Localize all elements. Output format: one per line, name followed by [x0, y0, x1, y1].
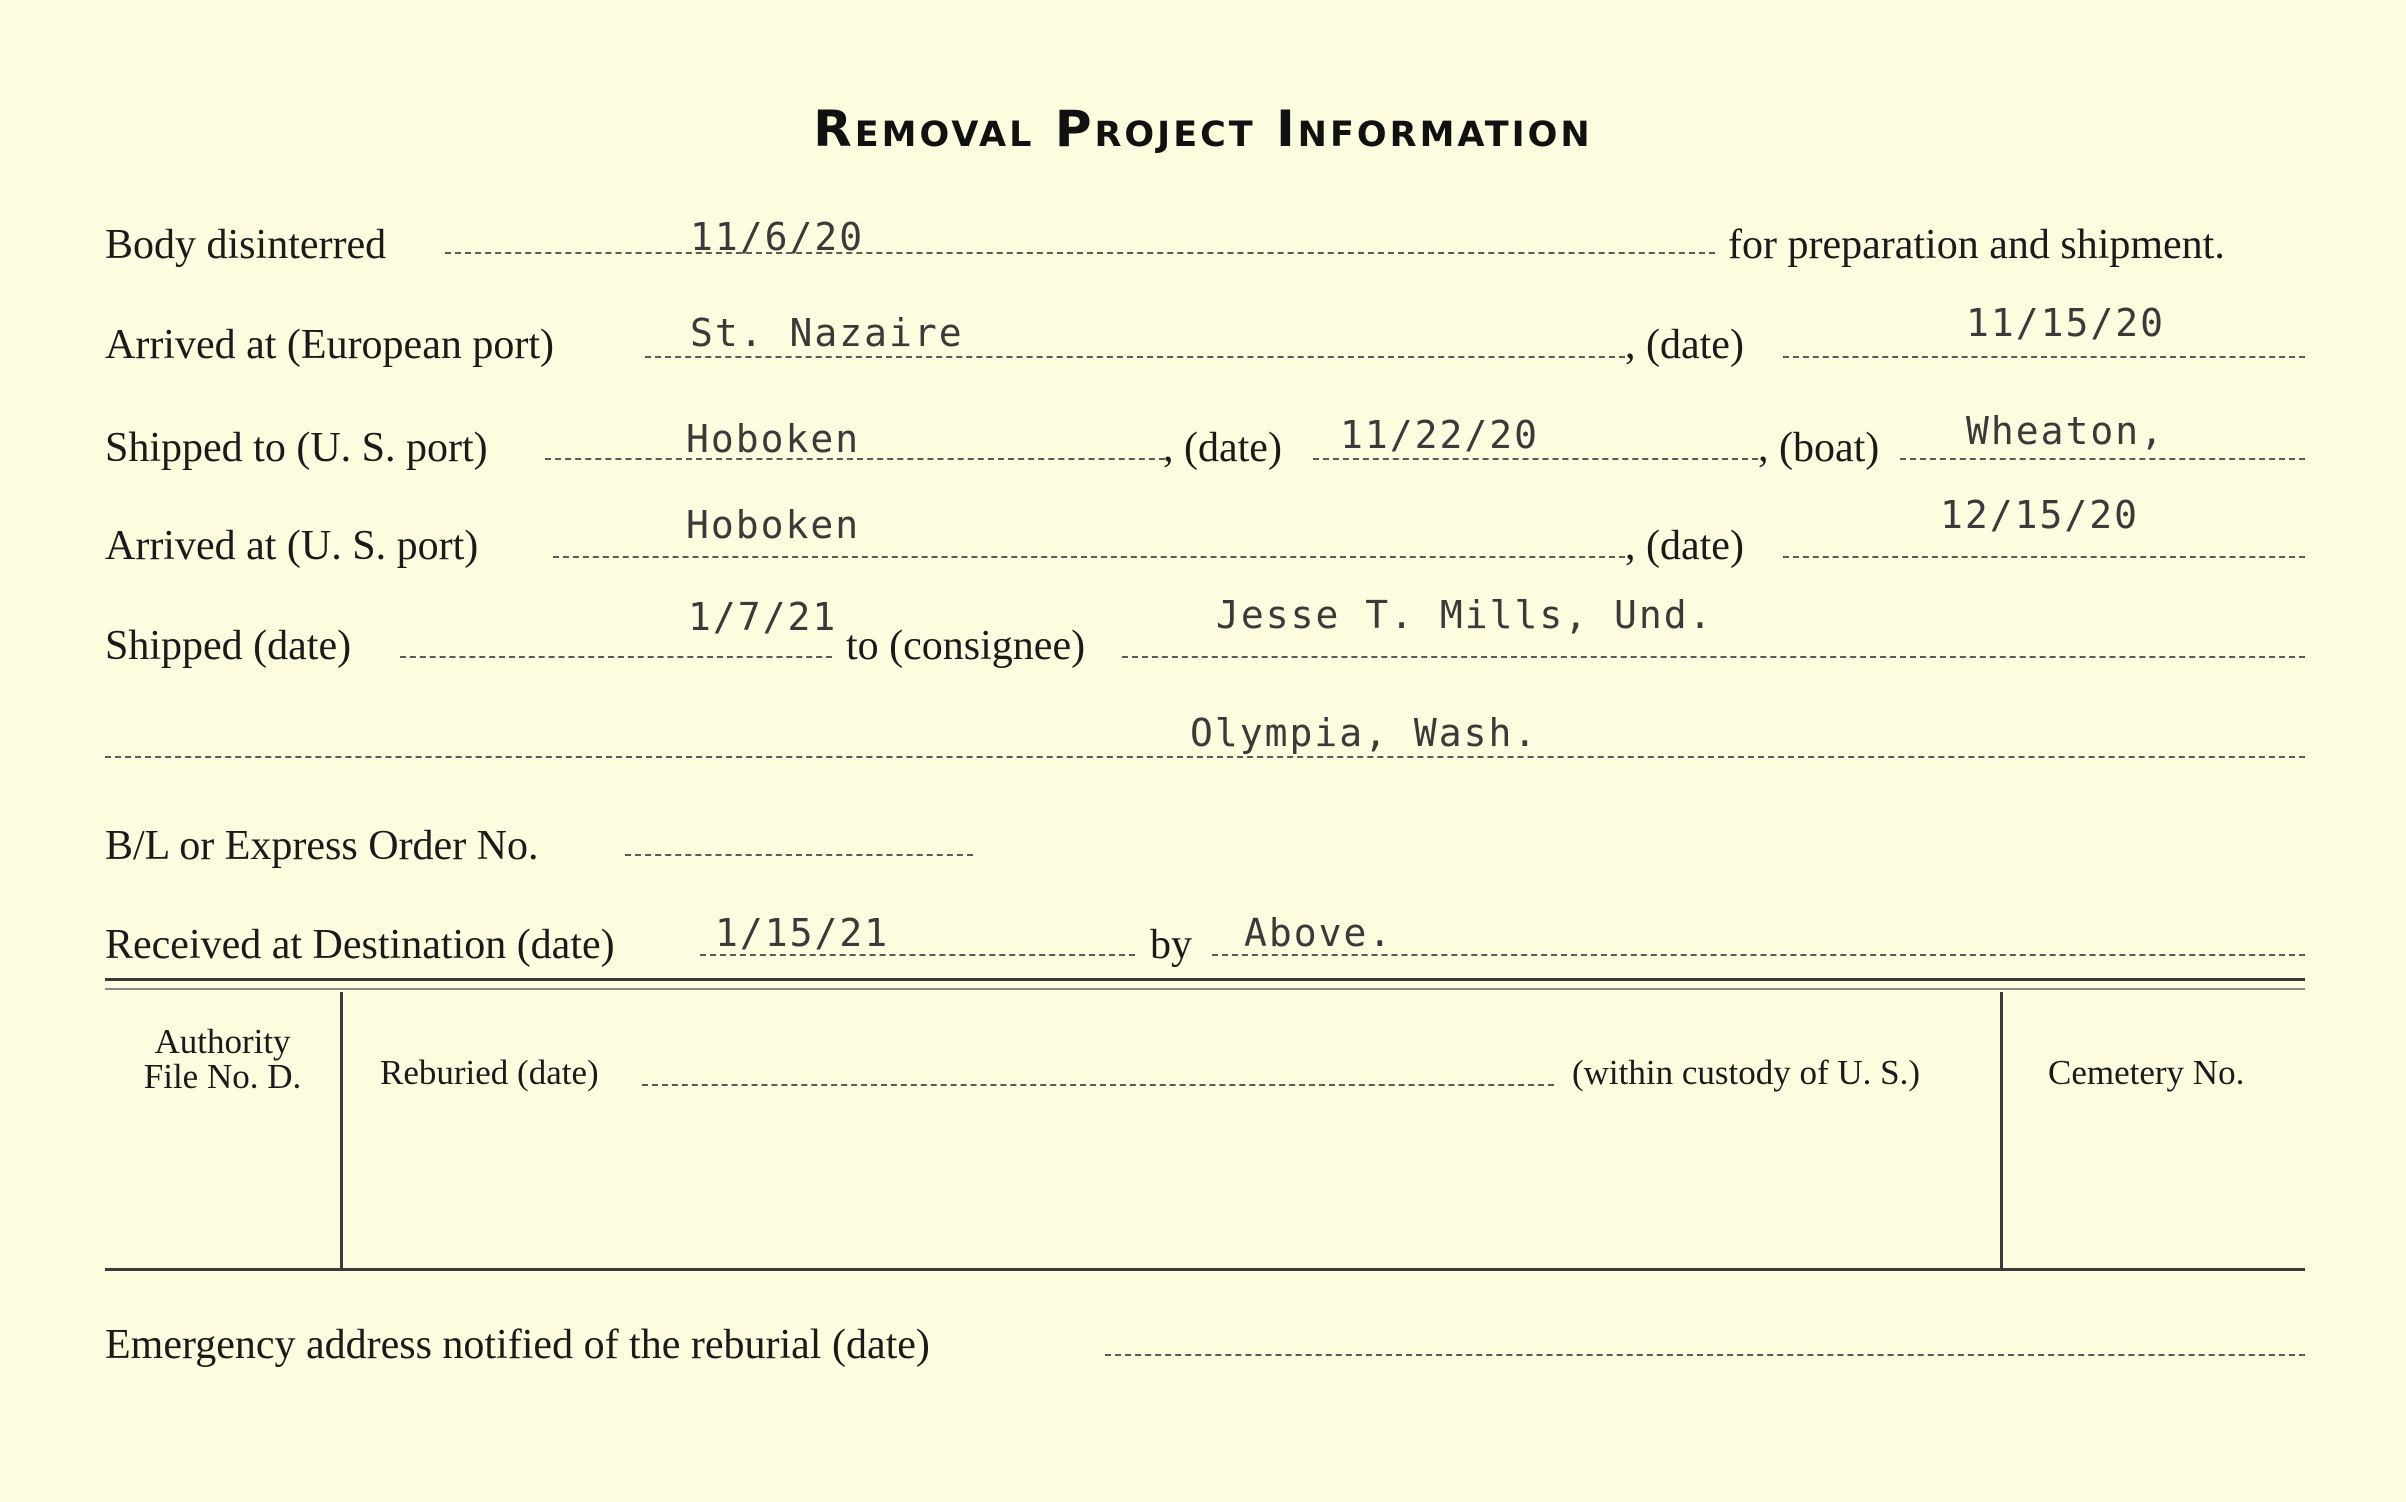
shipped-us-boat: Wheaton, — [1966, 409, 2166, 453]
arrived-european-port: St. Nazaire — [690, 311, 964, 355]
reburied-label: Reburied (date) — [380, 1053, 599, 1092]
cemetery-label: Cemetery No. — [2048, 1053, 2245, 1092]
body-disinterred-label: Body disinterred — [105, 222, 387, 268]
received-by-label: by — [1150, 922, 1192, 968]
body-disinterred-value: 11/6/20 — [690, 215, 865, 259]
received-by: Above. — [1244, 911, 1394, 955]
consignee-line — [1122, 656, 2305, 658]
arrived-us-label: Arrived at (U. S. port) — [105, 523, 479, 569]
arrived-european-date: 11/15/20 — [1966, 301, 2166, 345]
shipped-us-date-label: , (date) — [1163, 425, 1282, 471]
emergency-label: Emergency address notified of the reburial (date) — [105, 1322, 930, 1368]
authority-label — [110, 1024, 335, 1094]
shipped-date-line — [400, 656, 832, 658]
shipped-us-boat-label: , (boat) — [1758, 425, 1880, 471]
authority-label-line1: Authority — [154, 1022, 291, 1061]
arrived-us-port-line — [553, 556, 1625, 558]
consignee-address: Olympia, Wash. — [1190, 711, 1539, 755]
bl-order-label: B/L or Express Order No. — [105, 823, 539, 869]
reburied-line — [642, 1084, 1554, 1086]
form-title: Removal Project Information — [813, 100, 1593, 158]
body-disinterred-line — [445, 252, 1715, 254]
column-divider-right — [2000, 992, 2003, 1268]
custody-label: (within custody of U. S.) — [1572, 1053, 1921, 1092]
shipped-date-label: Shipped (date) — [105, 623, 352, 669]
authority-label-line2: File No. D. — [143, 1057, 302, 1096]
section-divider-bottom — [105, 1268, 2305, 1271]
arrived-european-date-line — [1783, 356, 2305, 358]
section-divider-top — [105, 978, 2305, 981]
arrived-us-date: 12/15/20 — [1940, 493, 2140, 537]
emergency-line — [1105, 1354, 2305, 1356]
arrived-us-date-line — [1783, 556, 2305, 558]
shipped-us-date-line — [1313, 458, 1758, 460]
consignee-name: Jesse T. Mills, Und. — [1216, 593, 1714, 637]
arrived-us-date-label: , (date) — [1625, 523, 1744, 569]
consignee-address-line — [105, 756, 2305, 758]
consignee-label: to (consignee) — [846, 623, 1086, 669]
preparation-shipment-label: for preparation and shipment. — [1728, 222, 2225, 268]
shipped-us-label: Shipped to (U. S. port) — [105, 425, 488, 471]
section-divider-top-2 — [105, 988, 2305, 990]
shipped-date: 1/7/21 — [688, 595, 838, 639]
received-label: Received at Destination (date) — [105, 922, 615, 968]
arrived-us-port: Hoboken — [686, 503, 861, 547]
shipped-us-date: 11/22/20 — [1340, 413, 1540, 457]
arrived-european-date-label: , (date) — [1625, 322, 1744, 368]
arrived-european-port-line — [645, 356, 1625, 358]
column-divider-left — [340, 992, 343, 1268]
arrived-european-label: Arrived at (European port) — [105, 322, 554, 368]
received-date: 1/15/21 — [715, 911, 890, 955]
shipped-us-boat-line — [1900, 458, 2305, 460]
bl-order-line — [625, 854, 973, 856]
shipped-us-port: Hoboken — [686, 417, 861, 461]
